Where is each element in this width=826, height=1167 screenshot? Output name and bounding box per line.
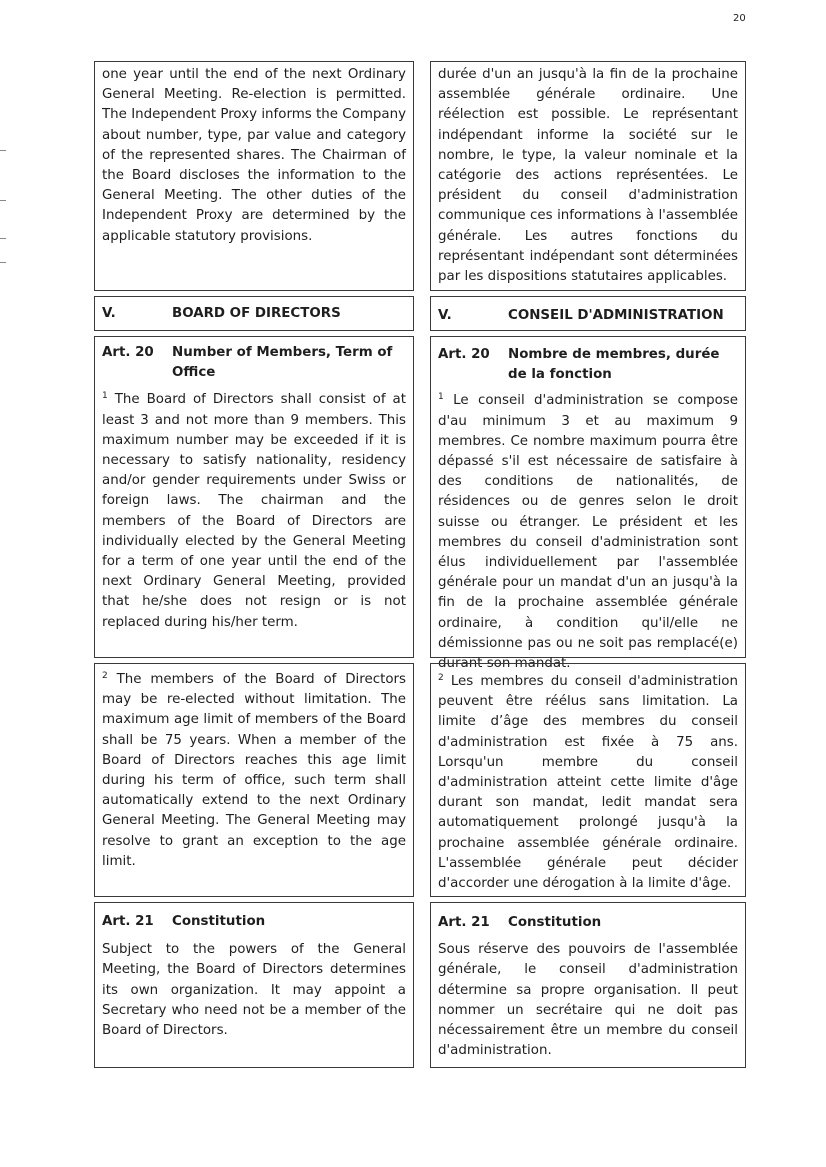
paragraph-number: 1	[438, 392, 444, 403]
article-number-en: Art. 20	[102, 345, 154, 360]
cell-english-art20-para2	[94, 663, 414, 897]
margin-scan-mark	[0, 262, 6, 263]
paragraph-text-fr: Les membres du conseil d'administration peuvent être réélus sans limitation. La limite d’âge des membres du conseil d'administration est fixée à 75 ans. Lorsqu'un membre du conseil d'administration atteint cette limite d'âge durant son mandat, ledit mandat sera automatiquement prolongé jusqu'à la prochaine assemblée générale ordinaire. L'assemblée générale peut décider d'accorder une dérogation à la limite d'âge.	[438, 674, 738, 892]
section-title-fr: CONSEIL D'ADMINISTRATION	[508, 308, 724, 323]
margin-scan-mark	[0, 150, 6, 151]
paragraph-text-en: The Board of Directors shall consist of at least 3 and not more than 9 members. This maximum number may be exceeded if it is necessary to satisfy nationality, residency and/or gender requirements under Swiss or foreign laws. The chairman and the members of the Board of Directors are individually elected by the General Meeting for a term of one year until the end of the next Ordinary General Meeting, provided that he/she does not resign or is not replaced during his/her term.	[102, 392, 407, 630]
article-title-fr: Nombre de membres, durée de la fonction	[508, 347, 720, 383]
paragraph-text-en: The members of the Board of Directors may be re-elected without limitation. The maximum age limit of members of the Board shall be 75 years. When a member of the Board of Directors reaches this age limit during his term of office, such term shall automatically extend to the next Ordinary General Meeting. The General Meeting may resolve to grant an exception to the age limit.	[102, 672, 406, 869]
section-title-en: BOARD OF DIRECTORS	[172, 306, 341, 321]
paragraph-text-fr: Sous réserve des pouvoirs de l'assemblée générale, le conseil d'administration détermine sa propre organisation. Il peut nommer un secrétaire qui ne doit pas nécessairement être un membre du conseil d'administration.	[438, 942, 738, 1059]
margin-scan-mark	[0, 238, 6, 239]
cell-french-continuation	[430, 61, 746, 291]
article-title-fr: Constitution	[508, 915, 602, 930]
section-number-fr: V.	[438, 308, 452, 323]
section-number-en: V.	[102, 306, 116, 321]
paragraph-text-en: Subject to the powers of the General Meeting, the Board of Directors determines its own organization. It may appoint a Secretary who need not be a member of the Board of Directors.	[102, 942, 406, 1039]
article-heading-fr	[438, 345, 738, 385]
article-number-fr: Art. 20	[438, 347, 490, 362]
cell-french-section-heading	[430, 296, 746, 331]
article-heading-en	[102, 912, 406, 932]
paragraph-en	[102, 390, 406, 632]
continuation-text-fr: durée d'un an jusqu'à la fin de la prochaine assemblée générale ordinaire. Une réélection est possible. Le représentant indépendant informe la société sur le nombre, le type, la valeur nominale et la catégorie des actions représentées. Le président du conseil d'administration communique ces informations à l'assemblée générale. Les autres fonctions du représentant indépendant sont déterminées par les dispositions statutaires applicables.	[438, 67, 738, 285]
article-heading-en	[102, 343, 406, 383]
article-heading-fr	[438, 913, 738, 933]
paragraph-number: 2	[438, 673, 444, 683]
cell-french-art20-para2	[430, 663, 746, 897]
article-title-en: Constitution	[172, 914, 266, 929]
cell-french-art20-para1	[430, 336, 746, 672]
article-number-en: Art. 21	[102, 914, 154, 929]
cell-english-section-heading	[94, 296, 414, 331]
paragraph-number: 1	[102, 391, 108, 402]
cell-english-art20-para1	[94, 336, 414, 658]
article-title-en: Number of Members, Term of Office	[172, 345, 393, 381]
cell-french-art21	[430, 902, 746, 1068]
paragraph-fr	[438, 391, 738, 674]
article-number-fr: Art. 21	[438, 915, 490, 930]
cell-english-continuation	[94, 61, 414, 291]
page-number: 20	[733, 13, 746, 24]
continuation-text-en: one year until the end of the next Ordinary General Meeting. Re-election is permitted. The Independent Proxy informs the Company about number, type, par value and category of the represented shares. The Chairman of the Board discloses the information to the General Meeting. The other duties of the Independent Proxy are determined by the applicable statutory provisions.	[102, 67, 406, 244]
paragraph-number: 2	[102, 671, 108, 681]
paragraph-text-fr: Le conseil d'administration se compose d'au minimum 3 et au maximum 9 membres. Ce nombre maximum pourra être dépassé s'il est nécessaire de satisfaire à des conditions de nationalités, de résidences ou de genres selon le droit suisse ou étranger. Le président et les membres du conseil d'administration sont élus individuellement par l'assemblée générale pour un mandat d'un an jusqu'à la fin de la prochaine assemblée générale ordinaire, à condition qu'il/elle ne démissionne pas ou ne soit pas remplacé(e) durant son mandat.	[438, 393, 738, 672]
cell-english-art21	[94, 902, 414, 1068]
margin-scan-mark	[0, 200, 6, 201]
